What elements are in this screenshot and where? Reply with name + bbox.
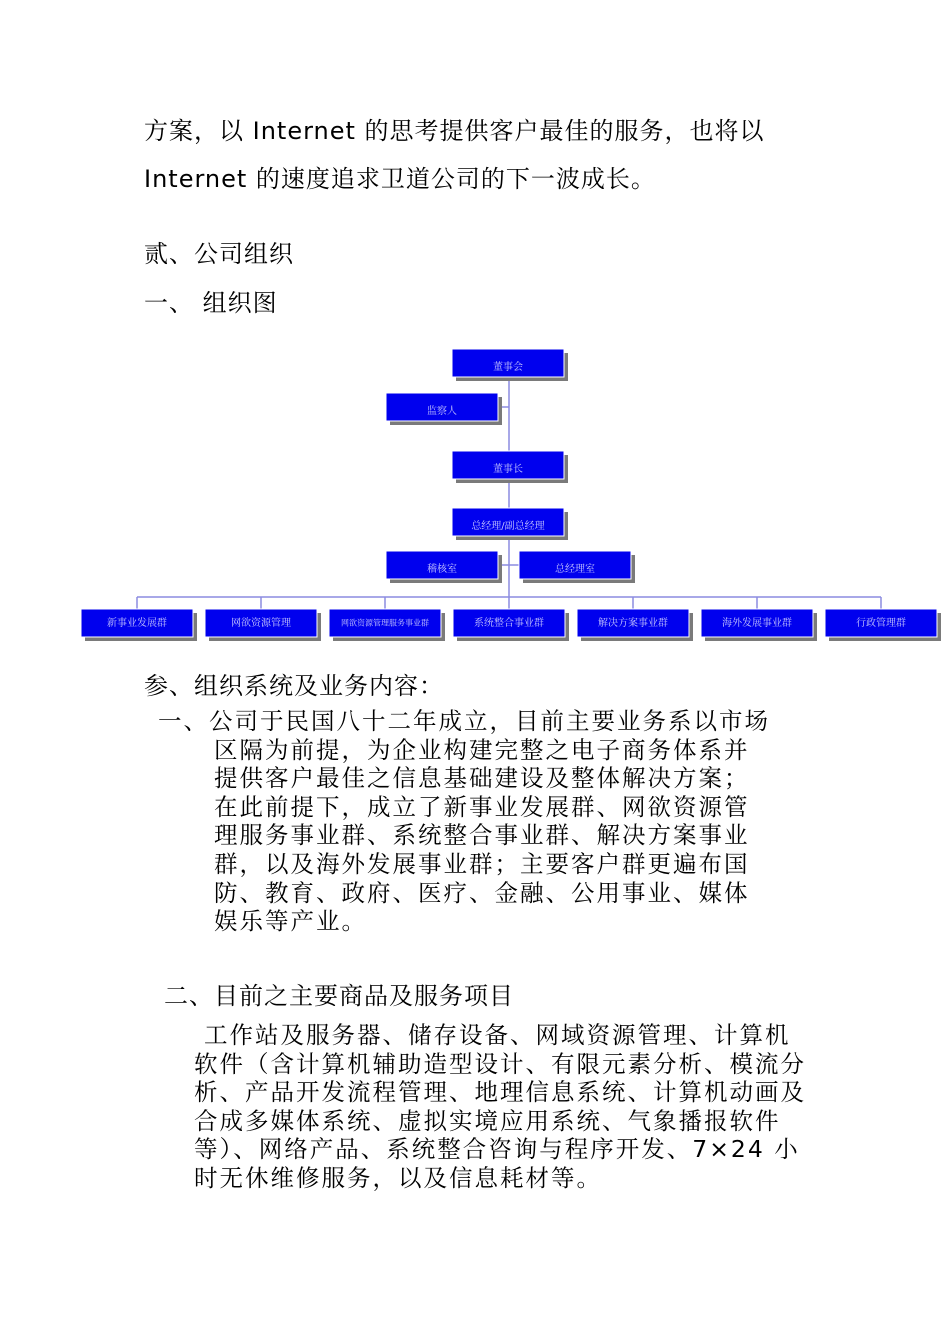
intro-line-1: 方案，以 Internet 的思考提供客户最佳的服务，也将以 (144, 117, 765, 145)
item1-line: 提供客户最佳之信息基础建设及整体解决方案； (214, 764, 750, 793)
org-label-board: 董事会 (493, 362, 523, 373)
org-label-dept-1: 新事业发展群 (107, 618, 167, 629)
item2-line: 等）、网络产品、系统整合咨询与程序开发、7×24 小 (194, 1135, 800, 1164)
org-label-dept-7: 行政管理群 (856, 618, 906, 629)
org-box-gm (452, 508, 568, 540)
item1-line: 一、公司于民国八十二年成立，目前主要业务系以市场 (158, 707, 770, 735)
org-box-supervisor (386, 393, 502, 425)
business-item-2-heading: 二、目前之主要商品及服务项目 (164, 982, 514, 1010)
item1-line: 区隔为前提，为企业构建完整之电子商务体系并 (214, 735, 750, 764)
item1-line: 群，以及海外发展事业群；主要客户群更遍布国 (214, 849, 750, 878)
org-label-dept-3: 网欲资源管理服务事业群 (341, 618, 429, 628)
section-heading-org: 贰、公司组织 (144, 240, 294, 268)
org-label-dept-6: 海外发展事业群 (722, 618, 792, 629)
item1-line: 娱乐等产业。 (214, 907, 367, 936)
org-label-supervisor: 监察人 (427, 406, 457, 417)
business-item-2 (194, 1021, 806, 1193)
org-label-dept-4: 系统整合事业群 (474, 618, 544, 629)
item1-line: 理服务事业群、系统整合事业群、解决方案事业 (214, 821, 750, 850)
item2-line: 工作站及服务器、储存设备、网域资源管理、计算机 (204, 1021, 791, 1049)
item2-line: 时无休维修服务，以及信息耗材等。 (194, 1163, 602, 1192)
subheading-org-chart: 一、 组织图 (144, 289, 278, 317)
org-connectors (137, 378, 881, 609)
org-label-gm: 总经理/副总经理 (471, 521, 545, 532)
org-chart (0, 0, 950, 650)
org-box-gm-office (519, 551, 635, 583)
org-label-dept-2: 网欲资源管理 (231, 618, 291, 629)
org-box-dept-2 (205, 609, 321, 641)
business-item-1 (158, 707, 770, 936)
org-box-audit (386, 551, 502, 583)
org-label-gm-office: 总经理室 (555, 564, 595, 575)
item1-line: 在此前提下，成立了新事业发展群、网欲资源管 (214, 792, 750, 821)
org-box-chairman (452, 451, 568, 483)
intro-line-2: Internet 的速度追求卫道公司的下一波成长。 (144, 165, 656, 193)
org-box-dept-1 (81, 609, 197, 641)
org-box-dept-5 (577, 609, 693, 641)
org-box-dept-6 (701, 609, 817, 641)
item2-line: 合成多媒体系统、虚拟实境应用系统、气象播报软件 (194, 1106, 781, 1135)
section-heading-business: 参、组织系统及业务内容： (144, 672, 444, 700)
org-box-dept-3 (329, 609, 445, 641)
org-box-dept-4 (453, 609, 569, 641)
item1-line: 防、教育、政府、医疗、金融、公用事业、媒体 (214, 878, 750, 907)
org-label-chairman: 董事长 (493, 464, 523, 475)
org-label-dept-5: 解决方案事业群 (598, 618, 668, 629)
item2-line: 析、产品开发流程管理、地理信息系统、计算机动画及 (194, 1078, 806, 1107)
org-label-audit: 稽核室 (427, 564, 457, 575)
org-box-board (452, 349, 568, 381)
item2-line: 软件（含计算机辅助造型设计、有限元素分析、模流分 (194, 1049, 806, 1078)
org-box-dept-7 (825, 609, 941, 641)
